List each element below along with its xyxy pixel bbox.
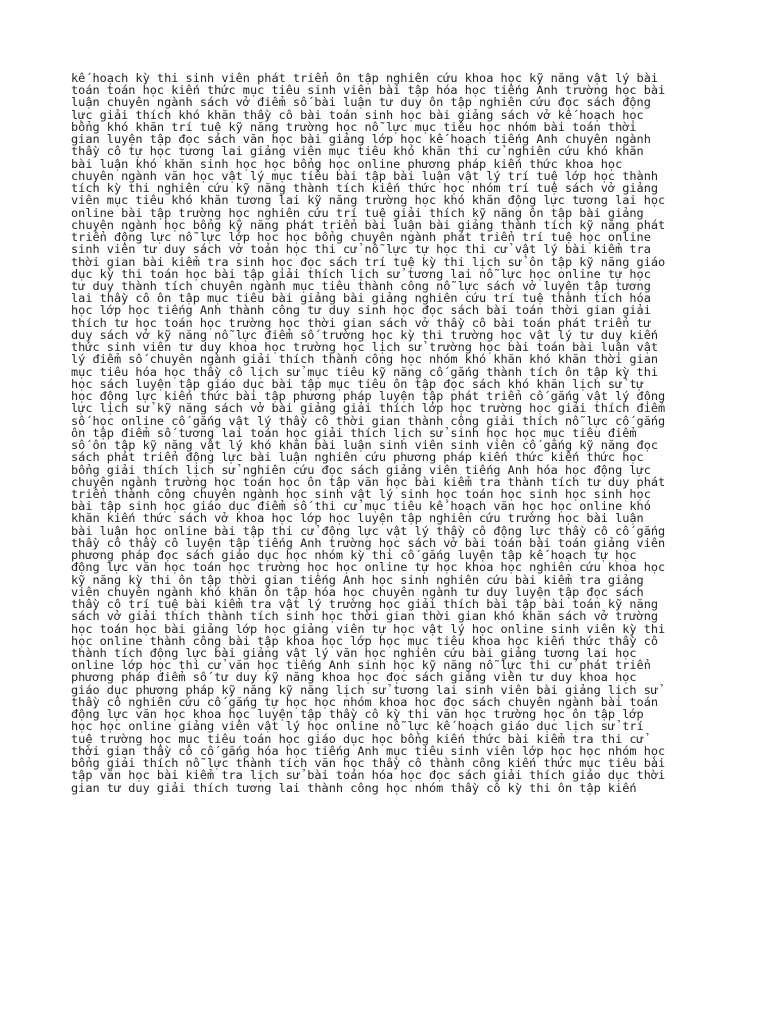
text-line: toán toán học kiến thức mục tiêu sinh viên bài tập hóa học tiếng Anh trường học bài: [71, 83, 666, 98]
text-line: số ôn tập kỹ năng vật lý khó khăn bài luận sinh viên sinh viên cố gắng kỹ năng đọc: [71, 438, 659, 453]
text-line: gian luyện tập đọc sách văn học bài giảng lớp học kế hoạch tiếng Anh chuyên ngành: [71, 132, 651, 147]
text-line: động lực văn học toán học trường học học online tự học khoa học nghiên cứu khoa học: [71, 560, 666, 575]
text-line: bài luận học online bài tập thi cử động lực vật lý thầy cô động lực thầy cô cố gắng: [71, 523, 666, 538]
text-line: lực giải thích khó khăn thầy cô bài toán sinh học bài giảng sách vở kế hoạch học: [71, 107, 644, 122]
text-line: bổng giải thích nỗ lực thành tích văn học thầy cô thành công kiến thức mục tiêu bài: [71, 756, 666, 771]
text-line: online bài tập trường học nghiên cứu trí tuệ giải thích kỹ năng ôn tập bài giảng: [71, 205, 644, 220]
text-line: viên chuyên ngành khó khăn ôn tập hóa học chuyên ngành tư duy luyện tập đọc sách: [71, 584, 644, 599]
text-line: lực lịch sử kỹ năng sách vở bài giảng giải thích lớp học trường học giải thích điểm: [71, 401, 666, 416]
text-line: kỹ năng kỳ thi ôn tập thời gian tiếng Anh học sinh nghiên cứu bài kiểm tra giảng: [71, 572, 644, 587]
text-line: số học online cố gắng vật lý thầy cô thời gian thành công giải thích nỗ lực cố gắng: [71, 413, 666, 428]
text-line: triển động lực nỗ lực lớp học học bổng chuyên ngành phát triển trí tuệ học online: [71, 230, 651, 245]
text-line: chuyên ngành học bổng kỹ năng phát triển bài luận bài giảng thành tích kỹ năng phát: [71, 217, 666, 232]
text-line: duy sách vở kỹ năng nỗ lực điểm số trường học kỳ thi trường học vật lý tư duy kiến: [71, 327, 659, 342]
text-line: động lực văn học khoa học luyện tập thầy cô kỳ thi văn học trường học ôn tập lớp: [71, 707, 644, 722]
text-line: mục tiêu hóa học thầy cô lịch sử mục tiêu kỹ năng cố gắng thành tích ôn tập kỳ thi: [71, 364, 659, 379]
text-line: gian tư duy giải thích tương lai thành công học nhóm thầy cô kỳ thi ôn tập kiến: [71, 780, 637, 795]
text-line: thầy cô trí tuệ bài kiểm tra vật lý trường học giải thích bài tập bài toán kỹ năng: [71, 597, 659, 612]
text-line: học sách luyện tập giáo dục bài tập mục tiêu ôn tập đọc sách khó khăn lịch sử tự: [71, 376, 644, 391]
text-line: học học online giảng viên vật lý học online nỗ lực kế hoạch giáo dục lịch sử trí: [71, 719, 644, 734]
text-line: thích tư học toán học trường học thời gian sách vở thầy cô bài toán phát triển tư: [71, 315, 651, 330]
text-line: tập văn học bài kiểm tra lịch sử bài toán hóa học đọc sách giải thích giáo dục thời: [71, 768, 666, 783]
text-line: chuyên ngành trường học toán học ôn tập văn học bài kiểm tra thành tích tư duy phát: [71, 474, 666, 489]
text-line: chuyên ngành văn học vật lý mục tiêu bài tập bài luận vật lý trí tuệ lớp học thành: [71, 168, 659, 183]
text-line: tích kỳ thi nghiên cứu kỹ năng thành tích kiến thức học nhóm trí tuệ sách vở giảng: [71, 181, 659, 196]
text-line: học toán học bài giảng lớp học giảng viên tự học vật lý học online sinh viên kỳ thi: [71, 621, 666, 636]
text-line: học lớp học tiếng Anh thành công tư duy sinh học đọc sách bài toán thời gian giải: [71, 303, 651, 318]
text-line: học online thành công bài tập khoa học lớp học mục tiêu khoa học kiến thức thầy cô: [71, 633, 659, 648]
text-line: bổng giải thích lịch sử nghiên cứu đọc sách giảng viên tiếng Anh hóa học động lực: [71, 462, 651, 477]
text-line: thầy cô nghiên cứu cố gắng tự học học nhóm khoa học đọc sách chuyên ngành bài toán: [71, 694, 659, 709]
text-line: sách phát triển động lực bài luận nghiên cứu phương pháp kiến thức kiến thức học: [71, 450, 644, 465]
text-line: tư duy thành tích chuyên ngành mục tiêu thành công nỗ lực sách vở luyện tập tương: [71, 278, 651, 293]
text-line: kế hoạch kỳ thi sinh viên phát triển ôn tập nghiên cứu khoa học kỹ năng vật lý bài: [71, 71, 659, 85]
text-line: tuệ trường học mục tiêu toán học giáo dục học bổng kiến thức bài kiểm tra thi cử: [71, 731, 644, 746]
document-body: [71, 72, 711, 794]
text-line: phương pháp đọc sách giáo dục học nhóm kỳ thi cố gắng luyện tập kế hoạch tự học: [71, 548, 637, 563]
text-line: bài tập sinh học giáo dục điểm số thi cử mục tiêu kế hoạch văn học học online khó: [71, 499, 651, 514]
text-line: dục kỳ thi toán học bài tập giải thích lịch sử tương lai nỗ lực học online tự học: [71, 266, 651, 281]
text-line: thức sinh viên tư duy khoa học trường học lịch sử trường học bài toán bài luận vật: [71, 340, 659, 355]
text-line: thành tích động lực bài giảng vật lý văn học nghiên cứu bài giảng tương lai học: [71, 646, 637, 661]
text-line: viên mục tiêu khó khăn tương lai kỹ năng trường học khó khăn động lực tương lai học: [71, 193, 666, 208]
text-line: thời gian bài kiểm tra sinh học đọc sách trí tuệ kỳ thi lịch sử ôn tập kỹ năng giáo: [71, 254, 666, 269]
text-line: thầy cô tự học tương lai giảng viên mục tiêu khó khăn thi cử nghiên cứu khó khăn: [71, 144, 644, 159]
text-line: sinh viên tư duy sách vở toán học thi cử nỗ lực tự học thi cử vật lý bài kiểm tra: [71, 242, 651, 257]
text-line: khăn kiến thức sách vở khoa học lớp học luyện tập nghiên cứu trường học bài luận: [71, 511, 644, 526]
text-line: lai thầy cô ôn tập mục tiêu bài giảng bài giảng nghiên cứu trí tuệ thành tích hóa: [71, 291, 651, 306]
text-line: ôn tập điểm số tương lai toán học giải thích lịch sử sinh học học mục tiêu điểm: [71, 425, 637, 440]
text-line: triển thành công chuyên ngành học sinh vật lý sinh học toán học sinh học sinh học: [71, 486, 651, 501]
text-line: online lớp học thi cử văn học tiếng Anh sinh học kỹ năng nỗ lực thi cử phát triển: [71, 658, 651, 673]
text-line: luận chuyên ngành sách vở điểm số bài luận tư duy ôn tập nghiên cứu đọc sách động: [71, 95, 651, 110]
text-line: sách vở giải thích thành tích sinh học thời gian thời gian khó khăn sách vở trường: [71, 609, 659, 624]
text-line: lý điểm số chuyên ngành giải thích thành công học nhóm khó khăn khó khăn thời gian: [71, 352, 659, 367]
text-line: thời gian thầy cô cố gắng hóa học tiếng Anh mục tiêu sinh viên lớp học học nhóm học: [71, 743, 666, 758]
text-line: giáo dục phương pháp kỹ năng kỹ năng lịch sử tương lai sinh viên bài giảng lịch sử: [71, 682, 659, 697]
text-line: bổng khó khăn trí tuệ kỹ năng trường học nỗ lực mục tiêu học nhóm bài toán thời: [71, 119, 637, 134]
text-line: phương pháp điểm số tư duy kỹ năng khoa học đọc sách giảng viên tư duy khoa học: [71, 670, 637, 685]
text-line: bài luận khó khăn sinh học học bổng học online phương pháp kiến thức khoa học: [71, 156, 623, 171]
text-line: thầy cô thầy cô luyện tập tiếng Anh trường học sách vở bài toán bài toán giảng viên: [71, 535, 666, 550]
text-line: học động lực kiến thức bài tập phương pháp luyện tập phát triển cố gắng vật lý động: [71, 389, 666, 404]
